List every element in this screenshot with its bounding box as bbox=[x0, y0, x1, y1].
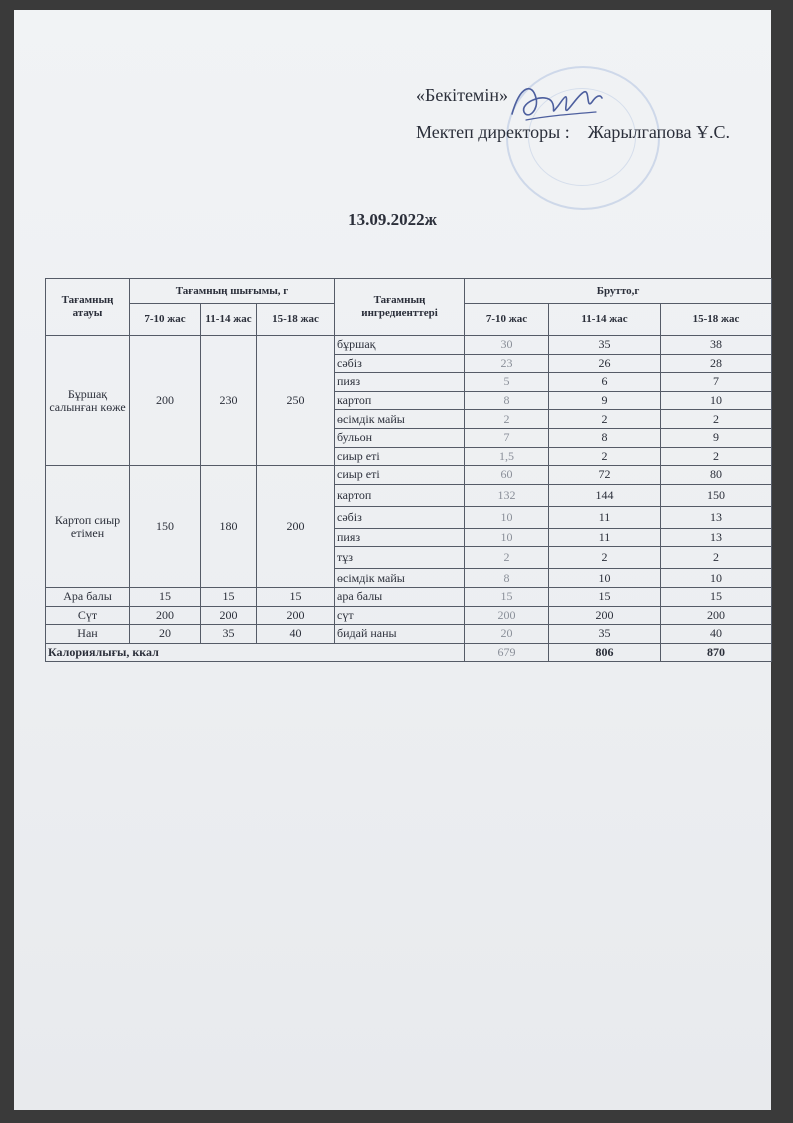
ingredient-name: сәбіз bbox=[335, 354, 465, 373]
brutto-11-14: 2 bbox=[549, 410, 661, 429]
dish-name: Ара балы bbox=[46, 587, 130, 606]
brutto-7-10: 200 bbox=[465, 606, 549, 625]
ingredient-name: бульон bbox=[335, 428, 465, 447]
ingredient-name: бұршақ bbox=[335, 336, 465, 355]
table-row bbox=[46, 606, 772, 625]
dish-yield-15-18: 250 bbox=[257, 336, 335, 466]
ingredient-name: сәбіз bbox=[335, 506, 465, 528]
dish-yield-11-14: 35 bbox=[201, 625, 257, 644]
dish-name: Нан bbox=[46, 625, 130, 644]
brutto-7-10: 23 bbox=[465, 354, 549, 373]
director-signature bbox=[506, 76, 606, 128]
header-yield-7-10: 7-10 жас bbox=[130, 304, 201, 336]
brutto-15-18: 13 bbox=[661, 506, 772, 528]
brutto-11-14: 6 bbox=[549, 373, 661, 392]
brutto-15-18: 200 bbox=[661, 606, 772, 625]
brutto-7-10: 132 bbox=[465, 484, 549, 506]
dish-yield-15-18: 40 bbox=[257, 625, 335, 644]
dish-name: Сүт bbox=[46, 606, 130, 625]
brutto-11-14: 2 bbox=[549, 547, 661, 569]
header-yield-11-14: 11-14 жас bbox=[201, 304, 257, 336]
brutto-11-14: 35 bbox=[549, 336, 661, 355]
brutto-7-10: 5 bbox=[465, 373, 549, 392]
dish-yield-15-18: 200 bbox=[257, 466, 335, 588]
total-row bbox=[46, 643, 772, 662]
ingredient-name: сиыр еті bbox=[335, 466, 465, 485]
brutto-15-18: 7 bbox=[661, 373, 772, 392]
dish-yield-11-14: 180 bbox=[201, 466, 257, 588]
brutto-15-18: 13 bbox=[661, 528, 772, 547]
brutto-15-18: 38 bbox=[661, 336, 772, 355]
brutto-15-18: 28 bbox=[661, 354, 772, 373]
header-dish-name: Тағамның атауы bbox=[46, 279, 130, 336]
brutto-11-14: 8 bbox=[549, 428, 661, 447]
brutto-11-14: 15 bbox=[549, 587, 661, 606]
header-yield-15-18: 15-18 жас bbox=[257, 304, 335, 336]
table-row bbox=[46, 336, 772, 355]
ingredient-name: тұз bbox=[335, 547, 465, 569]
ingredient-name: сиыр еті bbox=[335, 447, 465, 466]
ingredient-name: пияз bbox=[335, 373, 465, 392]
brutto-15-18: 2 bbox=[661, 547, 772, 569]
table-row bbox=[46, 466, 772, 485]
approval-signatory bbox=[416, 123, 730, 141]
brutto-15-18: 150 bbox=[661, 484, 772, 506]
dish-yield-11-14: 200 bbox=[201, 606, 257, 625]
brutto-15-18: 2 bbox=[661, 447, 772, 466]
dish-yield-15-18: 15 bbox=[257, 587, 335, 606]
dish-yield-11-14: 230 bbox=[201, 336, 257, 466]
director-label: Мектеп директоры : bbox=[416, 122, 570, 142]
brutto-7-10: 60 bbox=[465, 466, 549, 485]
brutto-15-18: 80 bbox=[661, 466, 772, 485]
brutto-11-14: 9 bbox=[549, 391, 661, 410]
brutto-11-14: 2 bbox=[549, 447, 661, 466]
brutto-7-10: 2 bbox=[465, 547, 549, 569]
menu-table bbox=[45, 278, 772, 662]
brutto-15-18: 40 bbox=[661, 625, 772, 644]
table-row bbox=[46, 587, 772, 606]
brutto-15-18: 10 bbox=[661, 569, 772, 588]
total-15-18: 870 bbox=[661, 643, 772, 662]
total-label: Калориялығы, ккал bbox=[46, 643, 465, 662]
ingredient-name: картоп bbox=[335, 391, 465, 410]
brutto-11-14: 26 bbox=[549, 354, 661, 373]
ingredient-name: картоп bbox=[335, 484, 465, 506]
brutto-15-18: 2 bbox=[661, 410, 772, 429]
ingredient-name: өсімдік майы bbox=[335, 410, 465, 429]
brutto-7-10: 30 bbox=[465, 336, 549, 355]
table-row bbox=[46, 625, 772, 644]
dish-yield-15-18: 200 bbox=[257, 606, 335, 625]
header-brutto-7-10: 7-10 жас bbox=[465, 304, 549, 336]
total-7-10: 679 bbox=[465, 643, 549, 662]
dish-yield-7-10: 200 bbox=[130, 336, 201, 466]
brutto-15-18: 15 bbox=[661, 587, 772, 606]
ingredient-name: өсімдік майы bbox=[335, 569, 465, 588]
brutto-11-14: 11 bbox=[549, 528, 661, 547]
brutto-7-10: 1,5 bbox=[465, 447, 549, 466]
ingredient-name: пияз bbox=[335, 528, 465, 547]
brutto-11-14: 10 bbox=[549, 569, 661, 588]
dish-yield-7-10: 15 bbox=[130, 587, 201, 606]
brutto-7-10: 2 bbox=[465, 410, 549, 429]
header-brutto-11-14: 11-14 жас bbox=[549, 304, 661, 336]
dish-yield-11-14: 15 bbox=[201, 587, 257, 606]
total-11-14: 806 bbox=[549, 643, 661, 662]
dish-yield-7-10: 200 bbox=[130, 606, 201, 625]
dish-yield-7-10: 20 bbox=[130, 625, 201, 644]
dish-yield-7-10: 150 bbox=[130, 466, 201, 588]
brutto-11-14: 35 bbox=[549, 625, 661, 644]
header-brutto-15-18: 15-18 жас bbox=[661, 304, 772, 336]
brutto-15-18: 10 bbox=[661, 391, 772, 410]
ingredient-name: сүт bbox=[335, 606, 465, 625]
brutto-7-10: 8 bbox=[465, 391, 549, 410]
header-brutto: Брутто,г bbox=[465, 279, 772, 304]
header-ingredients: Тағамның ингредиенттері bbox=[335, 279, 465, 336]
brutto-11-14: 144 bbox=[549, 484, 661, 506]
dish-name: Картоп сиыр етімен bbox=[46, 466, 130, 588]
document-page bbox=[14, 10, 771, 1110]
brutto-11-14: 200 bbox=[549, 606, 661, 625]
ingredient-name: ара балы bbox=[335, 587, 465, 606]
ingredient-name: бидай наны bbox=[335, 625, 465, 644]
brutto-7-10: 10 bbox=[465, 506, 549, 528]
brutto-15-18: 9 bbox=[661, 428, 772, 447]
brutto-11-14: 11 bbox=[549, 506, 661, 528]
menu-table-body bbox=[46, 336, 772, 662]
brutto-11-14: 72 bbox=[549, 466, 661, 485]
brutto-7-10: 20 bbox=[465, 625, 549, 644]
header-yield: Тағамның шығымы, г bbox=[130, 279, 335, 304]
brutto-7-10: 7 bbox=[465, 428, 549, 447]
director-name: Жарылгапова Ұ.С. bbox=[587, 122, 731, 142]
brutto-7-10: 8 bbox=[465, 569, 549, 588]
brutto-7-10: 10 bbox=[465, 528, 549, 547]
approval-title: «Бекітемін» bbox=[416, 85, 508, 105]
dish-name: Бұршақ салынған көже bbox=[46, 336, 130, 466]
brutto-7-10: 15 bbox=[465, 587, 549, 606]
menu-date: 13.09.2022ж bbox=[348, 210, 437, 229]
